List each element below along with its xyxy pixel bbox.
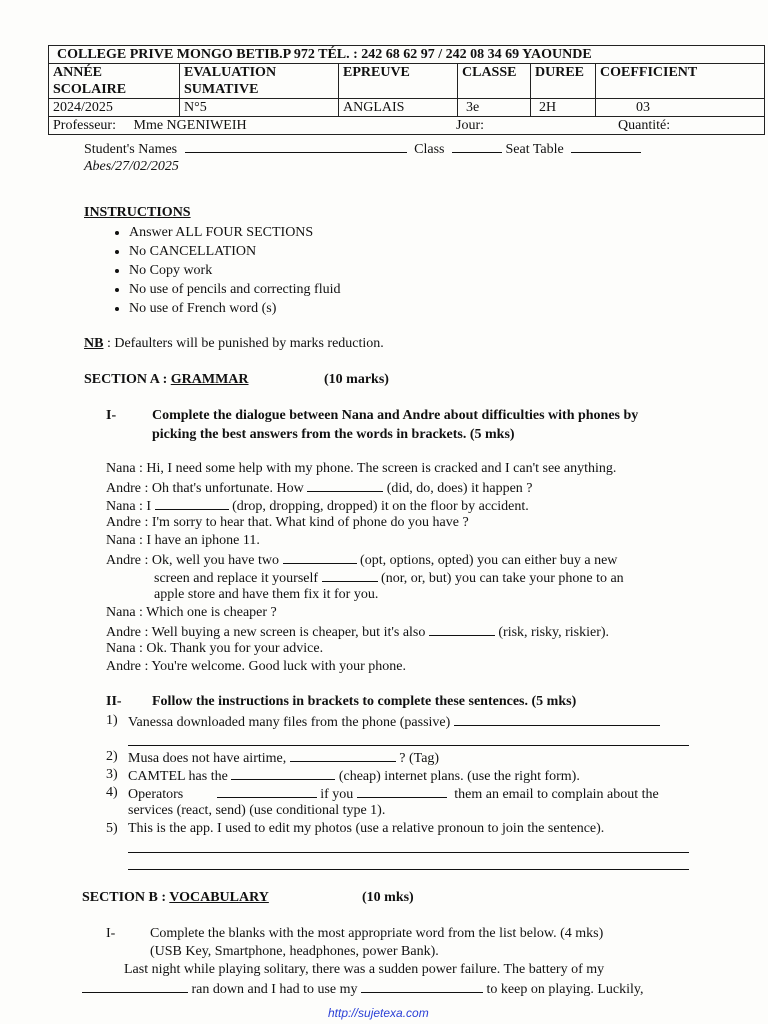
- exercise-text: (cheap) internet plans. (use the right form).: [335, 769, 580, 784]
- exercise-number: 1): [106, 713, 118, 728]
- answer-blank[interactable]: [361, 980, 483, 993]
- word-list: (USB Key, Smartphone, headphones, power Bank).: [150, 944, 439, 959]
- section-b-instruction: Complete the blanks with the most appropriate word from the list below. (4 mks): [150, 926, 604, 941]
- section-b-heading: [82, 890, 269, 906]
- answer-blank[interactable]: [454, 713, 660, 726]
- exercise-text: Musa does not have airtime,: [128, 751, 290, 766]
- dialogue-line: [106, 479, 533, 497]
- dialogue-line: [154, 569, 624, 587]
- dialogue-text: (opt, options, opted) you can either buy a new: [356, 553, 618, 568]
- col-duree-label: DUREE: [531, 64, 596, 99]
- section-a-label: SECTION A :: [84, 372, 171, 387]
- answer-blank[interactable]: [217, 785, 317, 798]
- answer-blank[interactable]: [155, 497, 229, 510]
- col-year-label: ANNÉE SCOLAIRE: [49, 64, 180, 99]
- exercise-text: Vanessa downloaded many files from the phone (passive): [128, 715, 454, 730]
- section-b-label: SECTION B :: [82, 890, 170, 905]
- seat-table-label: Seat Table: [505, 142, 564, 157]
- col-classe-label: CLASSE: [458, 64, 531, 99]
- exercise-item-3: [128, 767, 580, 785]
- exercise-text: if you: [316, 787, 357, 802]
- answer-blank[interactable]: [357, 785, 447, 798]
- student-names-label: Student's Names: [84, 142, 178, 157]
- exercise-item-4: [128, 785, 659, 803]
- coef-value: 03: [596, 99, 765, 117]
- classe-value: 3e: [458, 99, 531, 117]
- dialogue-line: apple store and have them fix it for you.: [154, 587, 379, 602]
- nb-text: : Defaulters will be punished by marks reduction.: [103, 336, 384, 351]
- school-line: COLLEGE PRIVE MONGO BETIB.P 972 TÉL. : 242 68 62 97 / 242 08 34 69 YAOUNDE: [49, 46, 765, 64]
- dialogue-text: Andre : Oh that's unfortunate. How: [106, 481, 308, 496]
- instruction-item: • Answer ALL FOUR SECTIONS: [129, 223, 341, 242]
- dialogue-text: Andre : Well buying a new screen is cheaper, but it's also: [106, 625, 429, 640]
- answer-blank[interactable]: [307, 479, 383, 492]
- nb-note: [84, 336, 384, 352]
- exercise-text: CAMTEL has the: [128, 769, 232, 784]
- exercise-number: 3): [106, 767, 118, 782]
- class-label: Class: [414, 142, 445, 157]
- exercise-number: 2): [106, 749, 118, 764]
- epreuve-value: ANGLAIS: [339, 99, 458, 117]
- quantite-label: Quantité:: [618, 118, 671, 133]
- dialogue-line: Nana : Ok. Thank you for your advice.: [106, 641, 324, 656]
- dialogue-text: Andre : Ok, well you have two: [106, 553, 283, 568]
- part-1-number: I-: [106, 408, 117, 423]
- answer-blank[interactable]: [429, 623, 495, 636]
- nb-label: NB: [84, 336, 104, 351]
- seat-table-blank[interactable]: [571, 140, 641, 153]
- col-eval-label: EVALUATION SUMATIVE: [180, 64, 339, 99]
- dialogue-text: screen and replace it yourself: [154, 571, 322, 586]
- exercise-item-1: [128, 713, 660, 731]
- answer-blank[interactable]: [322, 569, 378, 582]
- dialogue-text: (risk, risky, riskier).: [494, 625, 610, 640]
- dialogue-line: [106, 497, 529, 515]
- dialogue-line: Andre : I'm sorry to hear that. What kind of phone do you have ?: [106, 515, 469, 530]
- answer-blank[interactable]: [283, 551, 357, 564]
- instruction-item: • No use of pencils and correcting fluid: [129, 280, 341, 299]
- dialogue-text: Nana : I: [106, 499, 155, 514]
- answer-line[interactable]: [128, 869, 689, 870]
- dialogue-line: Nana : Hi, I need some help with my phone. The screen is cracked and I can't see anything.: [106, 461, 617, 476]
- passage-text: to keep on playing. Luckily,: [483, 982, 644, 997]
- prof-label: Professeur:: [53, 118, 116, 133]
- passage-line: Last night while playing solitary, there was a sudden power failure. The battery of my: [124, 962, 605, 977]
- answer-line[interactable]: [128, 745, 689, 746]
- passage-line: [82, 980, 643, 998]
- dialogue-text: (did, do, does) it happen ?: [383, 481, 533, 496]
- header-table: [48, 45, 765, 135]
- part-2-instruction: Follow the instructions in brackets to complete these sentences. (5 mks): [152, 694, 577, 709]
- instruction-item: • No CANCELLATION: [129, 242, 341, 261]
- instruction-item: • No Copy work: [129, 261, 341, 280]
- abes-date: Abes/27/02/2025: [84, 159, 179, 174]
- passage-text: ran down and I had to use my: [188, 982, 362, 997]
- exercise-number: 4): [106, 785, 118, 800]
- class-blank[interactable]: [452, 140, 502, 153]
- part-1-instruction-line-1: Complete the dialogue between Nana and Andre about difficulties with phones by: [152, 408, 639, 423]
- instructions-title: INSTRUCTIONS: [84, 205, 191, 220]
- exercise-item-2: [128, 749, 439, 767]
- answer-blank[interactable]: [231, 767, 335, 780]
- answer-blank[interactable]: [82, 980, 188, 993]
- year-value: 2024/2025: [49, 99, 180, 117]
- section-a-title: GRAMMAR: [170, 372, 249, 387]
- teacher-row: [49, 117, 765, 135]
- prof-name: Mme NGENIWEIH: [133, 118, 247, 133]
- exercise-number: 5): [106, 821, 118, 836]
- answer-blank[interactable]: [290, 749, 396, 762]
- jour-label: Jour:: [456, 118, 484, 133]
- dialogue-line: [106, 623, 609, 641]
- dialogue-line: Nana : I have an iphone 11.: [106, 533, 260, 548]
- dialogue-line: [106, 551, 617, 569]
- footer-url[interactable]: http://sujetexa.com: [328, 1006, 429, 1020]
- section-b-title: VOCABULARY: [169, 890, 269, 905]
- eval-value: N°5: [180, 99, 339, 117]
- section-b-part-1-number: I-: [106, 926, 116, 941]
- student-names-blank[interactable]: [185, 140, 407, 153]
- dialogue-line: Nana : Which one is cheaper ?: [106, 605, 277, 620]
- part-1-instruction-line-2: picking the best answers from the words in brackets. (5 mks): [152, 427, 515, 442]
- exercise-item-4-cont: services (react, send) (use conditional type 1).: [128, 803, 386, 818]
- dialogue-text: (drop, dropping, dropped) it on the floor by accident.: [228, 499, 529, 514]
- col-coef-label: COEFFICIENT: [596, 64, 765, 99]
- instruction-item: • No use of French word (s): [129, 299, 341, 318]
- dialogue-line: Andre : You're welcome. Good luck with your phone.: [106, 659, 406, 674]
- section-a-marks: (10 marks): [324, 372, 389, 387]
- col-epreuve-label: EPREUVE: [339, 64, 458, 99]
- duree-value: 2H: [531, 99, 596, 117]
- exercise-text: them an email to complain about the: [450, 787, 659, 802]
- instructions-list: [104, 223, 341, 318]
- answer-line[interactable]: [128, 852, 689, 853]
- dialogue-text: (nor, or, but) you can take your phone to an: [377, 571, 624, 586]
- section-a-heading: [84, 372, 249, 388]
- exercise-text: Operators: [128, 787, 187, 802]
- student-line: [84, 140, 641, 158]
- exercise-item-5: This is the app. I used to edit my photos (use a relative pronoun to join the sentence).: [128, 821, 605, 836]
- exercise-text: ? (Tag): [395, 751, 440, 766]
- section-b-marks: (10 mks): [362, 890, 414, 905]
- part-2-number: II-: [106, 694, 122, 709]
